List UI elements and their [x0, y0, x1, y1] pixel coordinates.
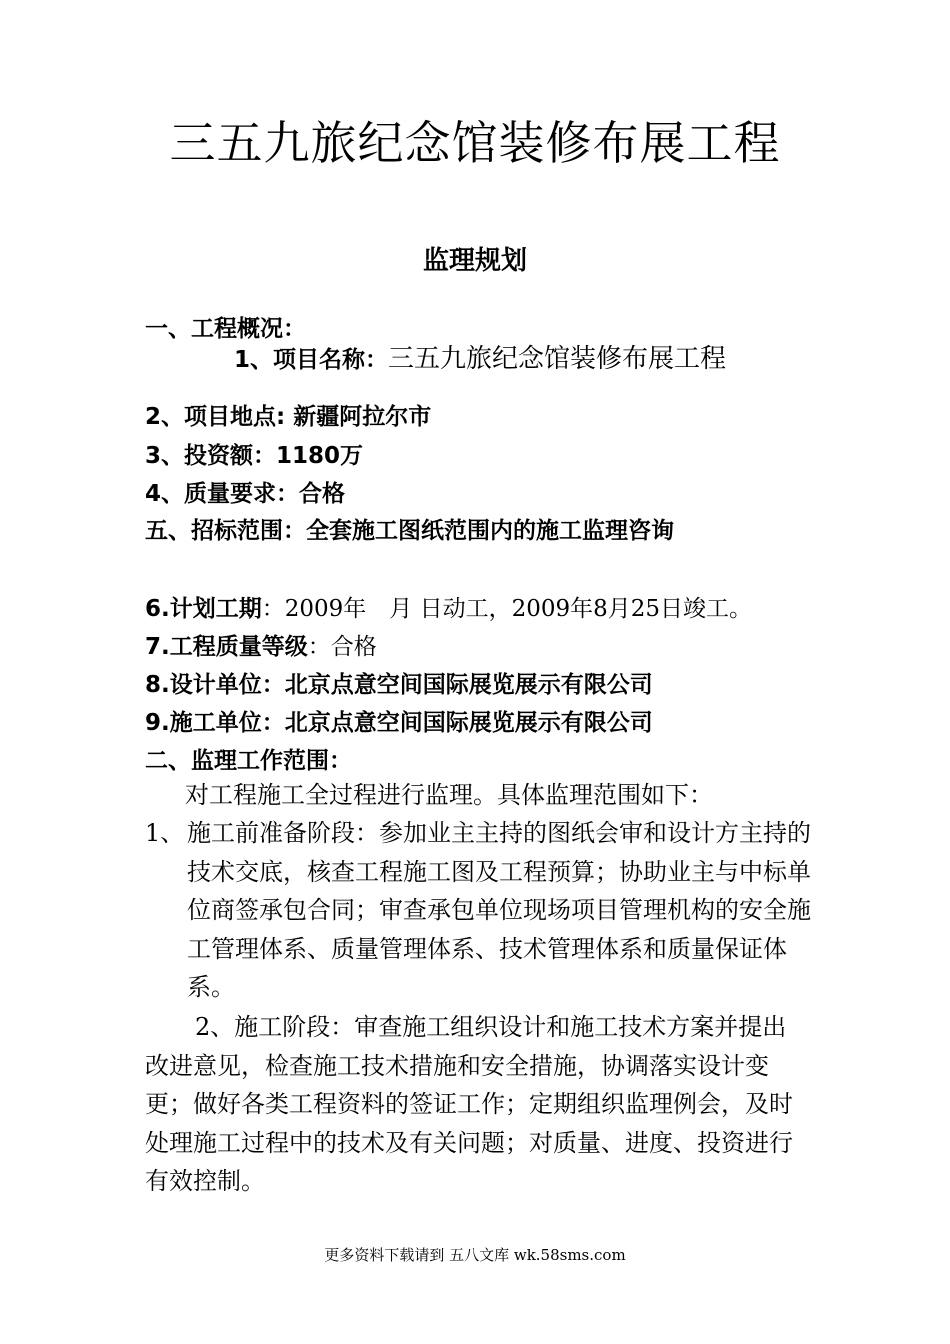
planned-schedule: [145, 590, 752, 623]
project-name-item: [160, 346, 800, 373]
section1-heading: 一、工程概况：: [145, 316, 306, 342]
project-name-value: 三五九旅纪念馆装修布展工程: [388, 344, 727, 374]
scope-intro: 对工程施工全过程进行监理。具体监理范围如下：: [185, 781, 713, 809]
planned-schedule-label: 6.计划工期: [145, 596, 262, 622]
scope-item1-text: 施工前准备阶段：参加业主主持的图纸会审和设计方主持的技术交底，核查工程施工图及工程预算；协助业主与中标单位商签承包合同；审查承包单位现场项目管理机构的安全施工管理体系、质量管理体系、技术管理体系和质量保证体系。: [187, 819, 811, 1001]
project-name-label: 1、项目名称：: [233, 347, 388, 373]
quality-grade: [145, 628, 377, 661]
section2-heading: 二、监理工作范围：: [145, 748, 352, 774]
planned-schedule-value: ：2009年 月 日动工，2009年8月25日竣工。: [261, 596, 753, 622]
footer-text: 更多资料下载请到 五八文库 wk.58sms.com: [324, 1246, 626, 1264]
document-title: 三五九旅纪念馆装修布展工程: [169, 116, 781, 170]
quality-requirement: 4、质量要求：合格: [145, 481, 346, 507]
construction-unit: 9.施工单位：北京点意空间国际展览展示有限公司: [145, 710, 653, 736]
document-subtitle: 监理规划: [422, 246, 527, 276]
scope-item2-text: 2、施工阶段：审查施工组织设计和施工技术方案并提出改进意见，检查施工技术措施和安全措施，协调落实设计变更；做好各类工程资料的签证工作；定期组织监理例会，及时处理施工过程中的技术及有关问题；对质量、进度、投资进行有效控制。: [145, 1013, 793, 1195]
quality-grade-label: 7.工程质量等级: [145, 634, 308, 660]
investment-amount: 3、投资额：1180万: [145, 443, 364, 469]
quality-grade-value: ：合格: [307, 634, 377, 660]
bidding-scope: 五、招标范围：全套施工图纸范围内的施工监理咨询: [145, 518, 674, 544]
design-unit: 8.设计单位：北京点意空间国际展览展示有限公司: [145, 672, 653, 698]
project-location: 2、项目地点: 新疆阿拉尔市: [145, 404, 432, 430]
scope-item1-number: 1、: [145, 819, 185, 847]
